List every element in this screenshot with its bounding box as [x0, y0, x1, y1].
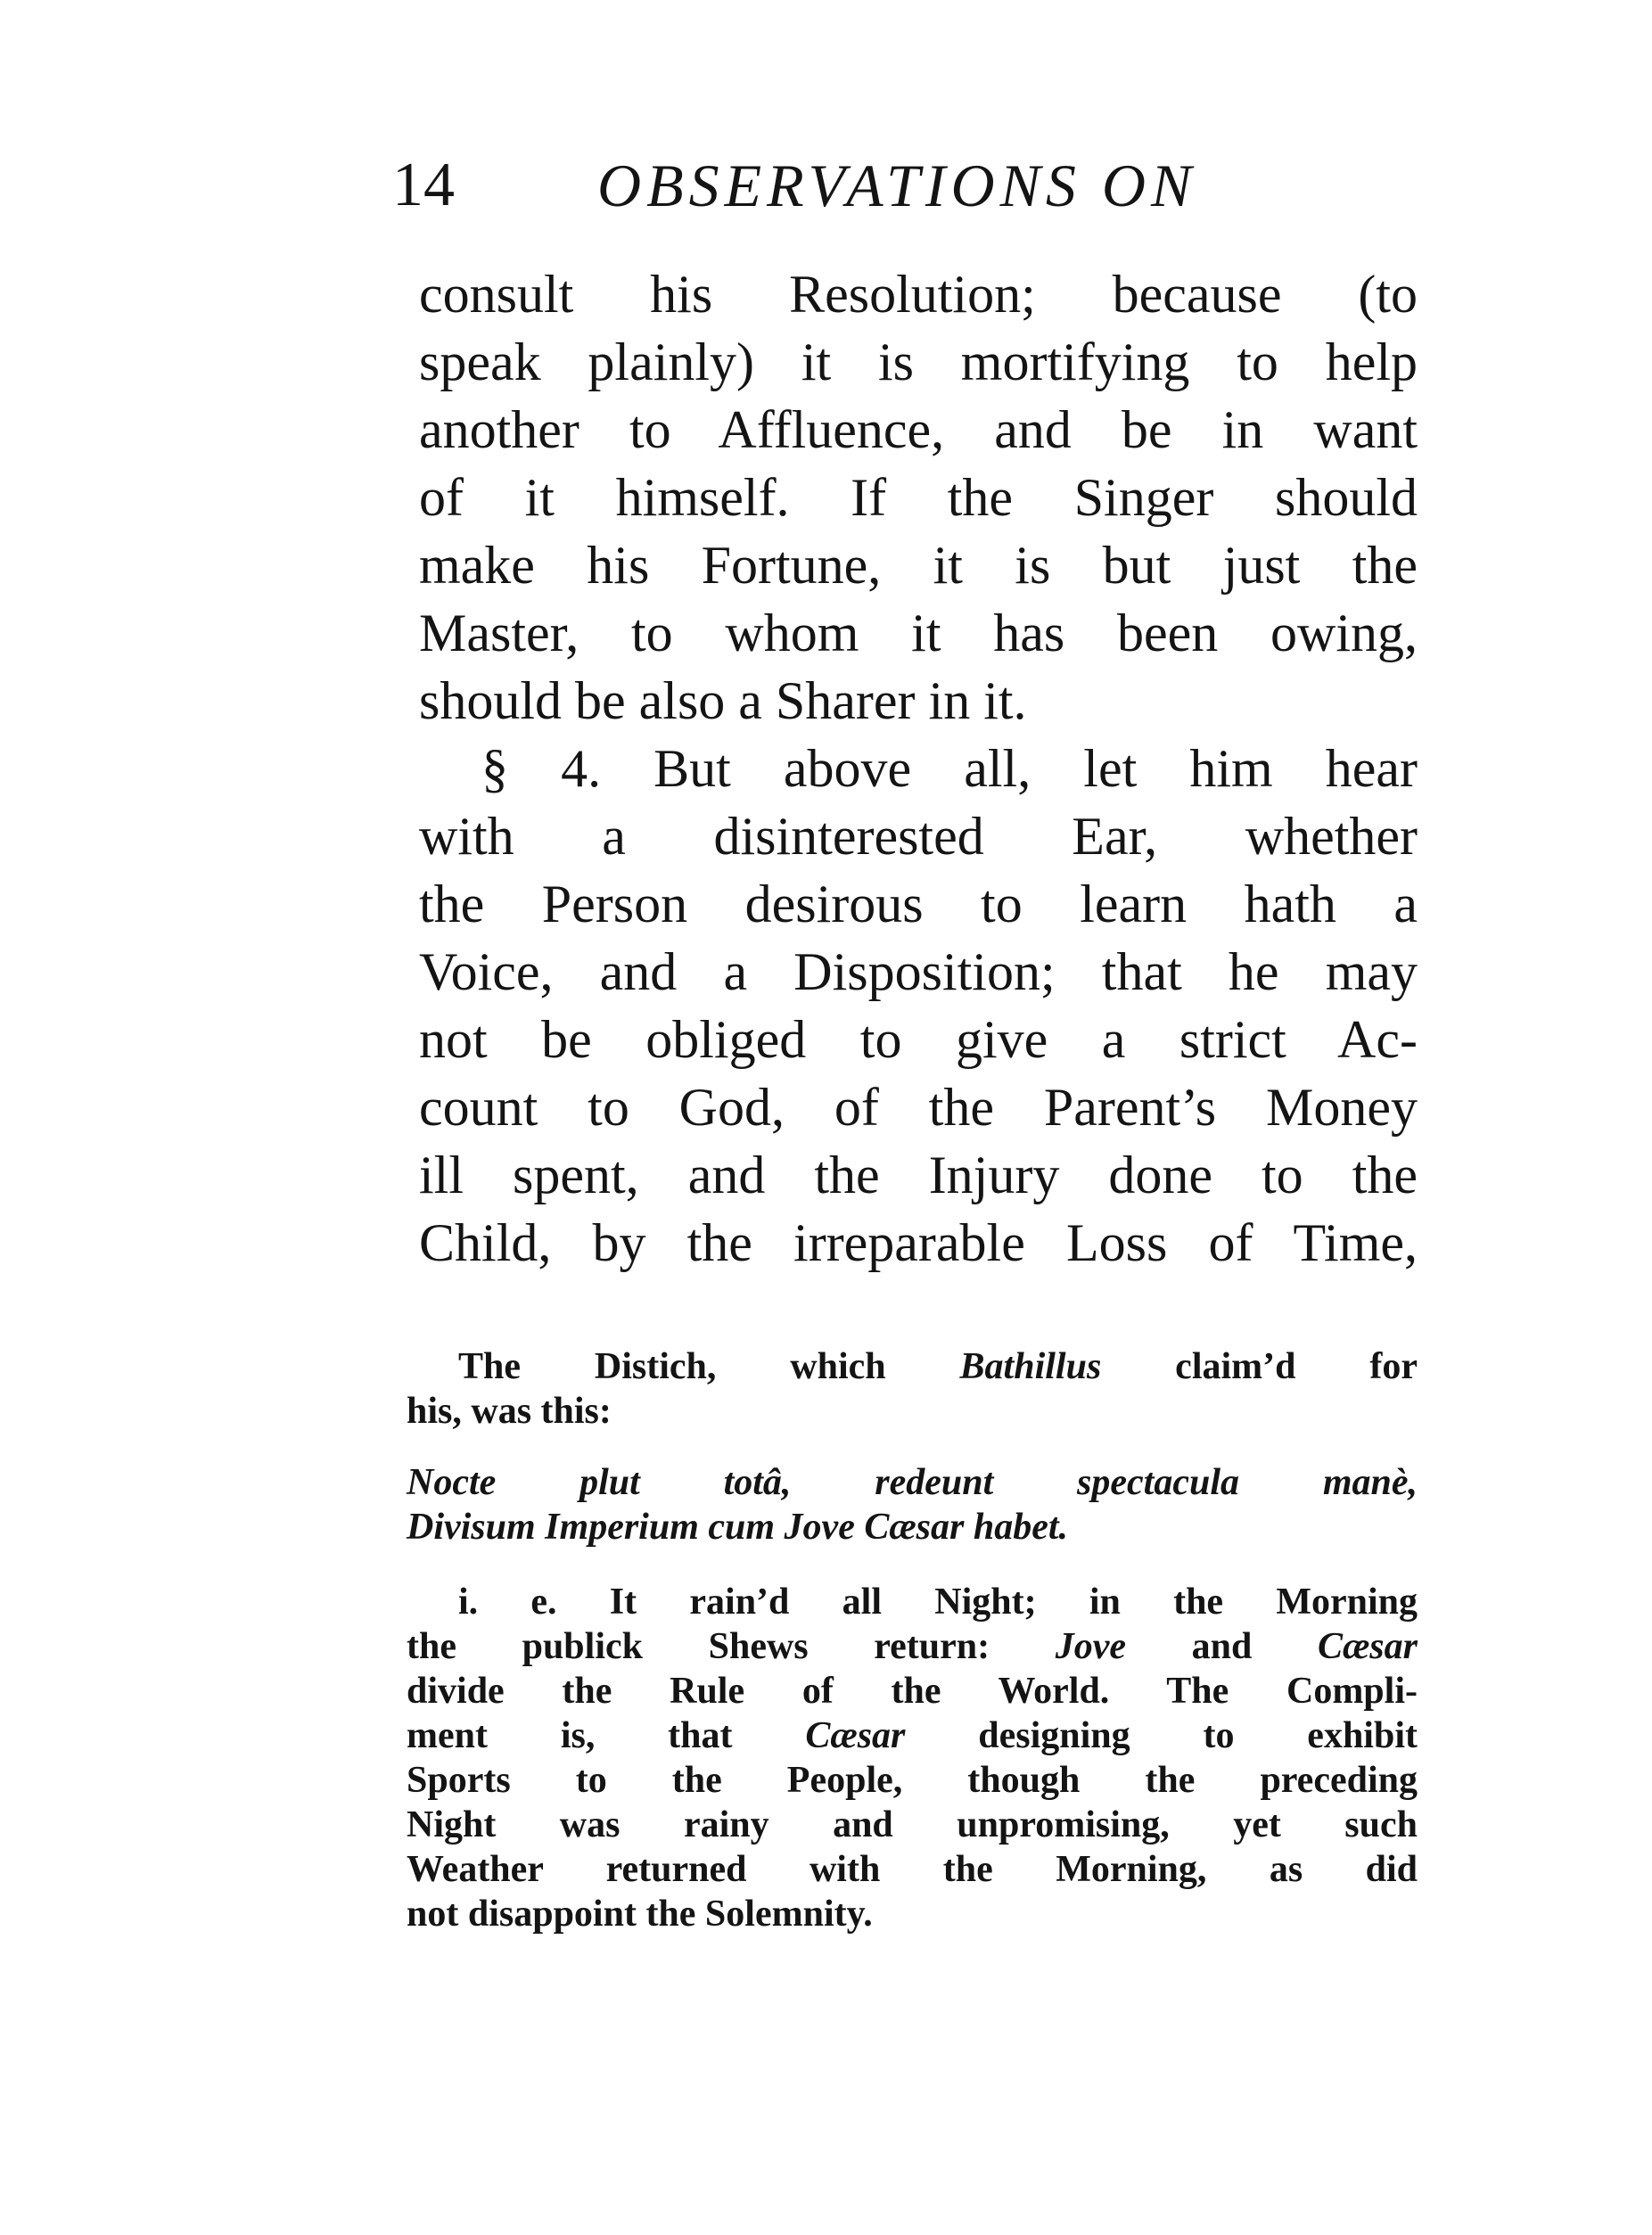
footnote-text: and — [1126, 1626, 1318, 1667]
text-line: Master, to whom it has been owing, — [419, 604, 1418, 662]
footnote-text: the publick Shews return: — [407, 1626, 1056, 1667]
page-number: 14 — [392, 151, 455, 219]
verse-line: Divisum Imperium cum Jove Cæsar habet. — [407, 1507, 1069, 1548]
translation-line: Sports to the People, though the preceding — [407, 1760, 1418, 1801]
text-line: should be also a Sharer in it. — [419, 671, 1027, 730]
text-line: make his Fortune, it is but just the — [419, 536, 1418, 595]
footnote-intro-line: his, was this: — [407, 1391, 612, 1432]
text-line: with a disinterested Ear, whether — [419, 807, 1418, 866]
footnote-text: The Distich, which — [458, 1346, 960, 1387]
footnote-name-jove: Jove — [1055, 1626, 1127, 1667]
running-head — [392, 150, 1409, 221]
footnote-text: designing to exhibit — [905, 1715, 1418, 1756]
footnote-name-bathillus: Bathillus — [959, 1346, 1102, 1387]
translation-line: divide the Rule of the World. The Compli- — [407, 1671, 1418, 1712]
footnote-intro-line — [407, 1344, 1418, 1389]
footnote-text: ment is, that — [407, 1715, 806, 1756]
translation-line: not disappoint the Solemnity. — [407, 1894, 873, 1935]
footnote — [407, 1344, 1418, 1936]
text-line: not be obliged to give a strict Ac- — [419, 1010, 1418, 1069]
text-line: consult his Resolution; because (to — [419, 265, 1418, 324]
footnote-spacer — [407, 1549, 1418, 1580]
text-line: count to God, of the Parent’s Money — [419, 1078, 1418, 1137]
text-line: Child, by the irreparable Loss of Time, — [419, 1213, 1418, 1272]
footnote-text: claim’d for — [1101, 1346, 1418, 1387]
main-text — [419, 260, 1418, 1277]
translation-line: Weather returned with the Morning, as did — [407, 1849, 1418, 1890]
footnote-spacer — [407, 1434, 1418, 1460]
text-line: Voice, and a Disposition; that he may — [419, 942, 1418, 1001]
text-line: another to Affluence, and be in want — [419, 400, 1418, 459]
text-line: of it himself. If the Singer should — [419, 468, 1418, 527]
text-line: speak plainly) it is mortifying to help — [419, 333, 1418, 391]
footnote-name-caesar: Cæsar — [1317, 1626, 1418, 1667]
footnote-name-caesar: Cæsar — [805, 1715, 906, 1756]
text-line: ill spent, and the Injury done to the — [419, 1146, 1418, 1204]
section-4-start: § 4. But above all, let him hear — [481, 739, 1418, 798]
translation-line — [407, 1713, 1418, 1758]
translation-line: Night was rainy and unpromising, yet such — [407, 1804, 1418, 1845]
translation-line: i. e. It rain’d all Night; in the Morning — [458, 1582, 1418, 1623]
verse-line: Nocte plut totâ, redeunt spectacula manè, — [407, 1462, 1418, 1503]
translation-line — [407, 1624, 1418, 1669]
running-title: OBSERVATIONS ON — [597, 152, 1197, 219]
text-line: the Person desirous to learn hath a — [419, 875, 1418, 933]
